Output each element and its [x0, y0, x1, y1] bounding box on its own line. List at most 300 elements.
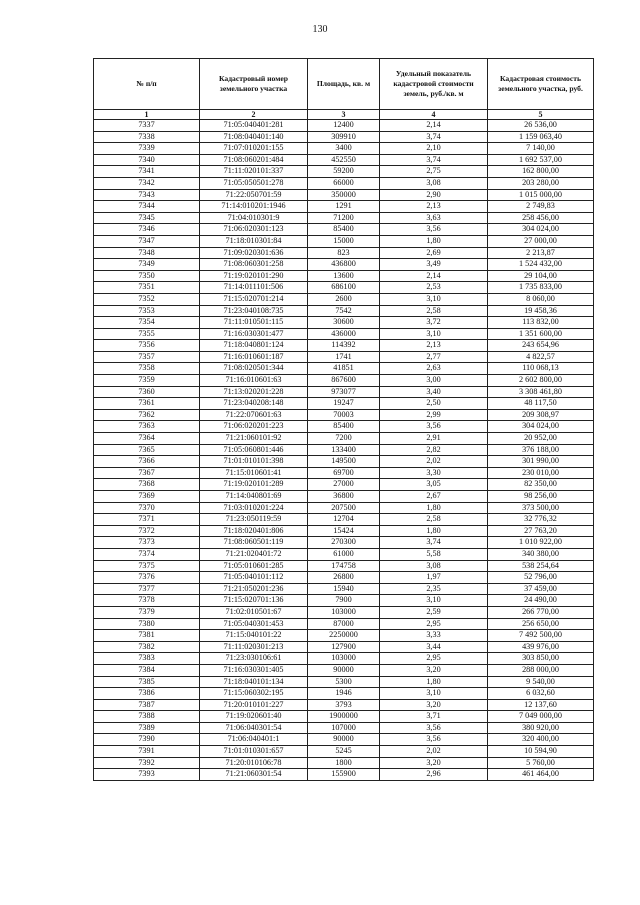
- cell-area: 85400: [308, 421, 380, 433]
- cell-row-number: 7342: [94, 177, 200, 189]
- cell-area: 12400: [308, 120, 380, 132]
- cell-cadastral-value: 301 990,00: [488, 456, 594, 468]
- cell-row-number: 7392: [94, 757, 200, 769]
- cell-unit-value: 3,10: [380, 293, 488, 305]
- cell-unit-value: 3,56: [380, 224, 488, 236]
- cell-area: 7900: [308, 595, 380, 607]
- cell-area: 155900: [308, 769, 380, 781]
- table-row: [94, 143, 594, 155]
- cell-row-number: 7362: [94, 409, 200, 421]
- cell-area: 19247: [308, 398, 380, 410]
- cell-area: 149500: [308, 456, 380, 468]
- table-row: [94, 259, 594, 271]
- cell-cadastral-value: 439 976,00: [488, 641, 594, 653]
- cell-area: 15000: [308, 235, 380, 247]
- cell-row-number: 7354: [94, 317, 200, 329]
- cell-unit-value: 3,10: [380, 328, 488, 340]
- cell-cadastral-number: 71:08:040401:140: [200, 131, 308, 143]
- cell-unit-value: 2,58: [380, 305, 488, 317]
- cell-cadastral-number: 71:06:020201:223: [200, 421, 308, 433]
- cell-unit-value: 3,72: [380, 317, 488, 329]
- cell-cadastral-value: 376 188,00: [488, 444, 594, 456]
- cell-unit-value: 2,82: [380, 444, 488, 456]
- cell-area: 36800: [308, 491, 380, 503]
- cell-unit-value: 3,44: [380, 641, 488, 653]
- cell-cadastral-value: 303 850,00: [488, 653, 594, 665]
- cell-row-number: 7357: [94, 351, 200, 363]
- table-row: [94, 664, 594, 676]
- cell-cadastral-value: 1 692 537,00: [488, 154, 594, 166]
- cell-cadastral-number: 71:11:020101:337: [200, 166, 308, 178]
- cell-unit-value: 2,75: [380, 166, 488, 178]
- cell-row-number: 7385: [94, 676, 200, 688]
- cell-cadastral-value: 37 459,00: [488, 583, 594, 595]
- cell-row-number: 7347: [94, 235, 200, 247]
- cell-row-number: 7364: [94, 433, 200, 445]
- cell-unit-value: 2,69: [380, 247, 488, 259]
- cell-cadastral-number: 71:05:050501:278: [200, 177, 308, 189]
- cell-row-number: 7374: [94, 548, 200, 560]
- cell-cadastral-number: 71:08:060301:258: [200, 259, 308, 271]
- cell-cadastral-number: 71:16:030301:405: [200, 664, 308, 676]
- cell-unit-value: 2,77: [380, 351, 488, 363]
- cell-cadastral-number: 71:05:060801:446: [200, 444, 308, 456]
- cell-row-number: 7344: [94, 201, 200, 213]
- cell-cadastral-number: 71:09:020301:636: [200, 247, 308, 259]
- cell-cadastral-number: 71:01:010101:398: [200, 456, 308, 468]
- cell-row-number: 7339: [94, 143, 200, 155]
- table-row: [94, 247, 594, 259]
- column-number: 1: [94, 110, 200, 120]
- cell-row-number: 7386: [94, 688, 200, 700]
- cell-cadastral-number: 71:05:040301:453: [200, 618, 308, 630]
- cell-cadastral-number: 71:15:020701:214: [200, 293, 308, 305]
- cell-area: 90000: [308, 664, 380, 676]
- cell-cadastral-value: 98 256,00: [488, 491, 594, 503]
- cell-cadastral-number: 71:18:010301:84: [200, 235, 308, 247]
- cell-cadastral-value: 24 490,00: [488, 595, 594, 607]
- table-row: [94, 224, 594, 236]
- cell-unit-value: 3,56: [380, 734, 488, 746]
- cell-unit-value: 1,80: [380, 235, 488, 247]
- cell-cadastral-number: 71:23:040208:148: [200, 398, 308, 410]
- cell-area: 350000: [308, 189, 380, 201]
- cell-row-number: 7358: [94, 363, 200, 375]
- cell-cadastral-number: 71:18:040801:124: [200, 340, 308, 352]
- table-row: [94, 212, 594, 224]
- cell-row-number: 7390: [94, 734, 200, 746]
- table-row: [94, 514, 594, 526]
- cell-area: 270300: [308, 537, 380, 549]
- cell-row-number: 7349: [94, 259, 200, 271]
- cell-unit-value: 2,35: [380, 583, 488, 595]
- table-row: [94, 630, 594, 642]
- cell-cadastral-value: 7 049 000,00: [488, 711, 594, 723]
- cell-unit-value: 3,33: [380, 630, 488, 642]
- cell-area: 15940: [308, 583, 380, 595]
- cell-cadastral-number: 71:01:010301:657: [200, 746, 308, 758]
- cell-row-number: 7352: [94, 293, 200, 305]
- cell-row-number: 7359: [94, 375, 200, 387]
- cell-area: 13600: [308, 270, 380, 282]
- cell-cadastral-number: 71:21:020401:72: [200, 548, 308, 560]
- cell-row-number: 7348: [94, 247, 200, 259]
- cell-unit-value: 2,63: [380, 363, 488, 375]
- cell-area: 61000: [308, 548, 380, 560]
- cell-cadastral-number: 71:11:010501:115: [200, 317, 308, 329]
- cell-area: 5300: [308, 676, 380, 688]
- cell-cadastral-number: 71:16:010601:187: [200, 351, 308, 363]
- cell-area: 1800: [308, 757, 380, 769]
- header-cadastral-number: Кадастровый номер земельного участка: [200, 59, 308, 110]
- cell-area: 26800: [308, 572, 380, 584]
- table-row: [94, 340, 594, 352]
- table-row: [94, 548, 594, 560]
- cell-unit-value: 2,50: [380, 398, 488, 410]
- cell-area: 103000: [308, 653, 380, 665]
- cell-area: 436800: [308, 259, 380, 271]
- table-row: [94, 711, 594, 723]
- cell-cadastral-value: 2 749,83: [488, 201, 594, 213]
- cell-cadastral-value: 48 117,50: [488, 398, 594, 410]
- cell-area: 71200: [308, 212, 380, 224]
- cell-unit-value: 3,10: [380, 688, 488, 700]
- cell-cadastral-value: 256 650,00: [488, 618, 594, 630]
- cell-cadastral-value: 380 920,00: [488, 722, 594, 734]
- cell-unit-value: 2,99: [380, 409, 488, 421]
- table-row: [94, 363, 594, 375]
- cell-unit-value: 3,49: [380, 259, 488, 271]
- cell-area: 823: [308, 247, 380, 259]
- cell-area: 103000: [308, 606, 380, 618]
- table-row: [94, 467, 594, 479]
- cell-cadastral-number: 71:19:020101:290: [200, 270, 308, 282]
- table-row: [94, 618, 594, 630]
- cell-row-number: 7391: [94, 746, 200, 758]
- cell-cadastral-number: 71:22:070601:63: [200, 409, 308, 421]
- cell-area: 973077: [308, 386, 380, 398]
- table-row: [94, 479, 594, 491]
- cell-cadastral-number: 71:13:020201:228: [200, 386, 308, 398]
- cell-cadastral-number: 71:03:010201:224: [200, 502, 308, 514]
- cell-cadastral-value: 2 602 800,00: [488, 375, 594, 387]
- table-row: [94, 131, 594, 143]
- cell-area: 1900000: [308, 711, 380, 723]
- table-row: [94, 375, 594, 387]
- cell-row-number: 7370: [94, 502, 200, 514]
- table-body: [94, 110, 594, 781]
- cell-unit-value: 3,08: [380, 560, 488, 572]
- cell-row-number: 7360: [94, 386, 200, 398]
- cell-area: 309910: [308, 131, 380, 143]
- cell-row-number: 7350: [94, 270, 200, 282]
- cell-unit-value: 2,59: [380, 606, 488, 618]
- header-cadastral-value: Кадастровая стоимость земельного участка, руб.: [488, 59, 594, 110]
- cell-cadastral-value: 3 308 461,80: [488, 386, 594, 398]
- cell-area: 3793: [308, 699, 380, 711]
- page-number: 130: [312, 24, 328, 35]
- cell-unit-value: 3,20: [380, 757, 488, 769]
- cell-cadastral-value: 373 500,00: [488, 502, 594, 514]
- table-row: [94, 525, 594, 537]
- cell-cadastral-value: 7 492 500,00: [488, 630, 594, 642]
- cell-cadastral-number: 71:05:040101:112: [200, 572, 308, 584]
- land-plot-table: [93, 58, 594, 781]
- cell-row-number: 7382: [94, 641, 200, 653]
- cell-cadastral-value: 320 400,00: [488, 734, 594, 746]
- cell-cadastral-value: 6 032,60: [488, 688, 594, 700]
- table-row: [94, 386, 594, 398]
- table-row: [94, 433, 594, 445]
- cell-unit-value: 3,63: [380, 212, 488, 224]
- cell-cadastral-number: 71:21:060301:54: [200, 769, 308, 781]
- cell-row-number: 7376: [94, 572, 200, 584]
- cell-cadastral-value: 82 350,00: [488, 479, 594, 491]
- cell-area: 127900: [308, 641, 380, 653]
- cell-cadastral-value: 5 760,00: [488, 757, 594, 769]
- cell-area: 2250000: [308, 630, 380, 642]
- cell-cadastral-number: 71:06:020301:123: [200, 224, 308, 236]
- table-row: [94, 421, 594, 433]
- cell-row-number: 7393: [94, 769, 200, 781]
- cell-cadastral-number: 71:08:060501:119: [200, 537, 308, 549]
- cell-unit-value: 2,67: [380, 491, 488, 503]
- cell-cadastral-value: 203 280,00: [488, 177, 594, 189]
- cell-row-number: 7375: [94, 560, 200, 572]
- table-row: [94, 560, 594, 572]
- table-row: [94, 177, 594, 189]
- table-row: [94, 572, 594, 584]
- cell-cadastral-value: 52 796,00: [488, 572, 594, 584]
- cell-cadastral-value: 29 104,00: [488, 270, 594, 282]
- cell-cadastral-value: 1 010 922,00: [488, 537, 594, 549]
- cell-cadastral-value: 1 159 063,40: [488, 131, 594, 143]
- table-row: [94, 688, 594, 700]
- cell-area: 452550: [308, 154, 380, 166]
- cell-row-number: 7372: [94, 525, 200, 537]
- cell-row-number: 7341: [94, 166, 200, 178]
- cell-area: 69700: [308, 467, 380, 479]
- cell-cadastral-value: 288 000,00: [488, 664, 594, 676]
- cell-area: 867600: [308, 375, 380, 387]
- cell-area: 133400: [308, 444, 380, 456]
- cell-area: 3400: [308, 143, 380, 155]
- cell-area: 87000: [308, 618, 380, 630]
- column-number-row: [94, 110, 594, 120]
- cell-cadastral-number: 71:22:050701:59: [200, 189, 308, 201]
- cell-area: 1741: [308, 351, 380, 363]
- table-row: [94, 583, 594, 595]
- table-row: [94, 491, 594, 503]
- cell-cadastral-value: 1 524 432,00: [488, 259, 594, 271]
- cell-cadastral-value: 27 000,00: [488, 235, 594, 247]
- cell-row-number: 7369: [94, 491, 200, 503]
- cell-cadastral-number: 71:14:040801:69: [200, 491, 308, 503]
- cell-row-number: 7367: [94, 467, 200, 479]
- cell-cadastral-value: 1 735 833,00: [488, 282, 594, 294]
- cell-row-number: 7384: [94, 664, 200, 676]
- cell-cadastral-number: 71:21:050201:236: [200, 583, 308, 595]
- table-row: [94, 305, 594, 317]
- cell-unit-value: 1,80: [380, 525, 488, 537]
- cell-row-number: 7373: [94, 537, 200, 549]
- cell-unit-value: 2,53: [380, 282, 488, 294]
- table-row: [94, 746, 594, 758]
- cell-cadastral-value: 20 952,00: [488, 433, 594, 445]
- cell-cadastral-number: 71:16:010601:63: [200, 375, 308, 387]
- cell-cadastral-number: 71:15:020701:136: [200, 595, 308, 607]
- header-area: Площадь, кв. м: [308, 59, 380, 110]
- column-number: 3: [308, 110, 380, 120]
- cell-row-number: 7361: [94, 398, 200, 410]
- table-row: [94, 351, 594, 363]
- cell-row-number: 7377: [94, 583, 200, 595]
- cell-row-number: 7338: [94, 131, 200, 143]
- cell-area: 7542: [308, 305, 380, 317]
- cell-area: 66000: [308, 177, 380, 189]
- cell-cadastral-number: 71:18:040101:134: [200, 676, 308, 688]
- cell-cadastral-value: 266 770,00: [488, 606, 594, 618]
- cell-row-number: 7355: [94, 328, 200, 340]
- table-row: [94, 757, 594, 769]
- cell-cadastral-value: 1 351 600,00: [488, 328, 594, 340]
- column-number: 4: [380, 110, 488, 120]
- table-row: [94, 456, 594, 468]
- cell-cadastral-number: 71:16:030301:477: [200, 328, 308, 340]
- cell-cadastral-number: 71:14:010201:1946: [200, 201, 308, 213]
- cell-area: 70003: [308, 409, 380, 421]
- cell-cadastral-value: 243 654,96: [488, 340, 594, 352]
- cell-unit-value: 2,91: [380, 433, 488, 445]
- table-row: [94, 398, 594, 410]
- cell-area: 27000: [308, 479, 380, 491]
- cell-unit-value: 2,95: [380, 618, 488, 630]
- table-row: [94, 699, 594, 711]
- cell-cadastral-value: 10 594,90: [488, 746, 594, 758]
- cell-unit-value: 2,90: [380, 189, 488, 201]
- table-row: [94, 282, 594, 294]
- table-row: [94, 201, 594, 213]
- cell-area: 15424: [308, 525, 380, 537]
- cell-cadastral-number: 71:08:020501:344: [200, 363, 308, 375]
- cell-unit-value: 2,96: [380, 769, 488, 781]
- cell-cadastral-number: 71:15:060302:195: [200, 688, 308, 700]
- table-row: [94, 722, 594, 734]
- cell-area: 1946: [308, 688, 380, 700]
- cell-unit-value: 1,97: [380, 572, 488, 584]
- cell-area: 12704: [308, 514, 380, 526]
- cell-cadastral-value: 230 010,00: [488, 467, 594, 479]
- cell-row-number: 7346: [94, 224, 200, 236]
- cell-area: 174758: [308, 560, 380, 572]
- cell-cadastral-value: 538 254,64: [488, 560, 594, 572]
- cell-unit-value: 1,80: [380, 502, 488, 514]
- cell-cadastral-number: 71:07:010201:155: [200, 143, 308, 155]
- cell-cadastral-number: 71:06:040401:1: [200, 734, 308, 746]
- cell-cadastral-number: 71:19:020601:40: [200, 711, 308, 723]
- cell-unit-value: 3,05: [380, 479, 488, 491]
- cell-unit-value: 2,10: [380, 143, 488, 155]
- table-row: [94, 120, 594, 132]
- cell-cadastral-value: 1 015 000,00: [488, 189, 594, 201]
- cell-unit-value: 3,20: [380, 664, 488, 676]
- cell-row-number: 7366: [94, 456, 200, 468]
- table-row: [94, 189, 594, 201]
- cell-unit-value: 3,56: [380, 421, 488, 433]
- cell-unit-value: 2,14: [380, 270, 488, 282]
- cell-row-number: 7356: [94, 340, 200, 352]
- table-header: [94, 59, 594, 110]
- cell-row-number: 7353: [94, 305, 200, 317]
- cell-unit-value: 3,56: [380, 722, 488, 734]
- cell-unit-value: 2,58: [380, 514, 488, 526]
- table-row: [94, 317, 594, 329]
- cell-unit-value: 2,13: [380, 201, 488, 213]
- cell-area: 207500: [308, 502, 380, 514]
- cell-unit-value: 2,14: [380, 120, 488, 132]
- cell-row-number: 7337: [94, 120, 200, 132]
- column-number: 2: [200, 110, 308, 120]
- cell-row-number: 7365: [94, 444, 200, 456]
- cell-cadastral-value: 304 024,00: [488, 421, 594, 433]
- table-row: [94, 641, 594, 653]
- cell-cadastral-value: 113 832,00: [488, 317, 594, 329]
- table-row: [94, 154, 594, 166]
- cell-cadastral-number: 71:08:060201:484: [200, 154, 308, 166]
- cell-cadastral-number: 71:20:010101:227: [200, 699, 308, 711]
- table-row: [94, 328, 594, 340]
- cell-area: 41851: [308, 363, 380, 375]
- table-row: [94, 166, 594, 178]
- cell-cadastral-value: 27 763,20: [488, 525, 594, 537]
- cell-cadastral-number: 71:04:010301:9: [200, 212, 308, 224]
- table-row: [94, 769, 594, 781]
- cell-unit-value: 2,95: [380, 653, 488, 665]
- cell-cadastral-value: 19 458,36: [488, 305, 594, 317]
- cell-row-number: 7380: [94, 618, 200, 630]
- cell-row-number: 7389: [94, 722, 200, 734]
- cell-row-number: 7378: [94, 595, 200, 607]
- cell-row-number: 7381: [94, 630, 200, 642]
- table-row: [94, 293, 594, 305]
- cell-cadastral-value: 2 213,87: [488, 247, 594, 259]
- cell-cadastral-value: 12 137,60: [488, 699, 594, 711]
- cell-unit-value: 1,80: [380, 676, 488, 688]
- cell-cadastral-number: 71:23:030106:61: [200, 653, 308, 665]
- cell-row-number: 7351: [94, 282, 200, 294]
- header-row-number: № п/п: [94, 59, 200, 110]
- cell-cadastral-number: 71:02:010501:67: [200, 606, 308, 618]
- cell-cadastral-number: 71:15:010601:41: [200, 467, 308, 479]
- cell-area: 107000: [308, 722, 380, 734]
- table-row: [94, 676, 594, 688]
- table-row: [94, 734, 594, 746]
- cell-cadastral-number: 71:05:040401:281: [200, 120, 308, 132]
- cell-unit-value: 3,00: [380, 375, 488, 387]
- header-unit-value: Удельный показатель кадастровой стоимости земель, руб./кв. м: [380, 59, 488, 110]
- cell-unit-value: 2,13: [380, 340, 488, 352]
- cell-cadastral-value: 162 800,00: [488, 166, 594, 178]
- cell-unit-value: 3,08: [380, 177, 488, 189]
- cell-area: 114392: [308, 340, 380, 352]
- cell-cadastral-number: 71:20:010106:78: [200, 757, 308, 769]
- cell-area: 7200: [308, 433, 380, 445]
- cell-row-number: 7387: [94, 699, 200, 711]
- cell-cadastral-number: 71:06:040301:54: [200, 722, 308, 734]
- cell-unit-value: 3,74: [380, 154, 488, 166]
- cell-cadastral-number: 71:19:020101:289: [200, 479, 308, 491]
- cell-cadastral-number: 71:18:020401:806: [200, 525, 308, 537]
